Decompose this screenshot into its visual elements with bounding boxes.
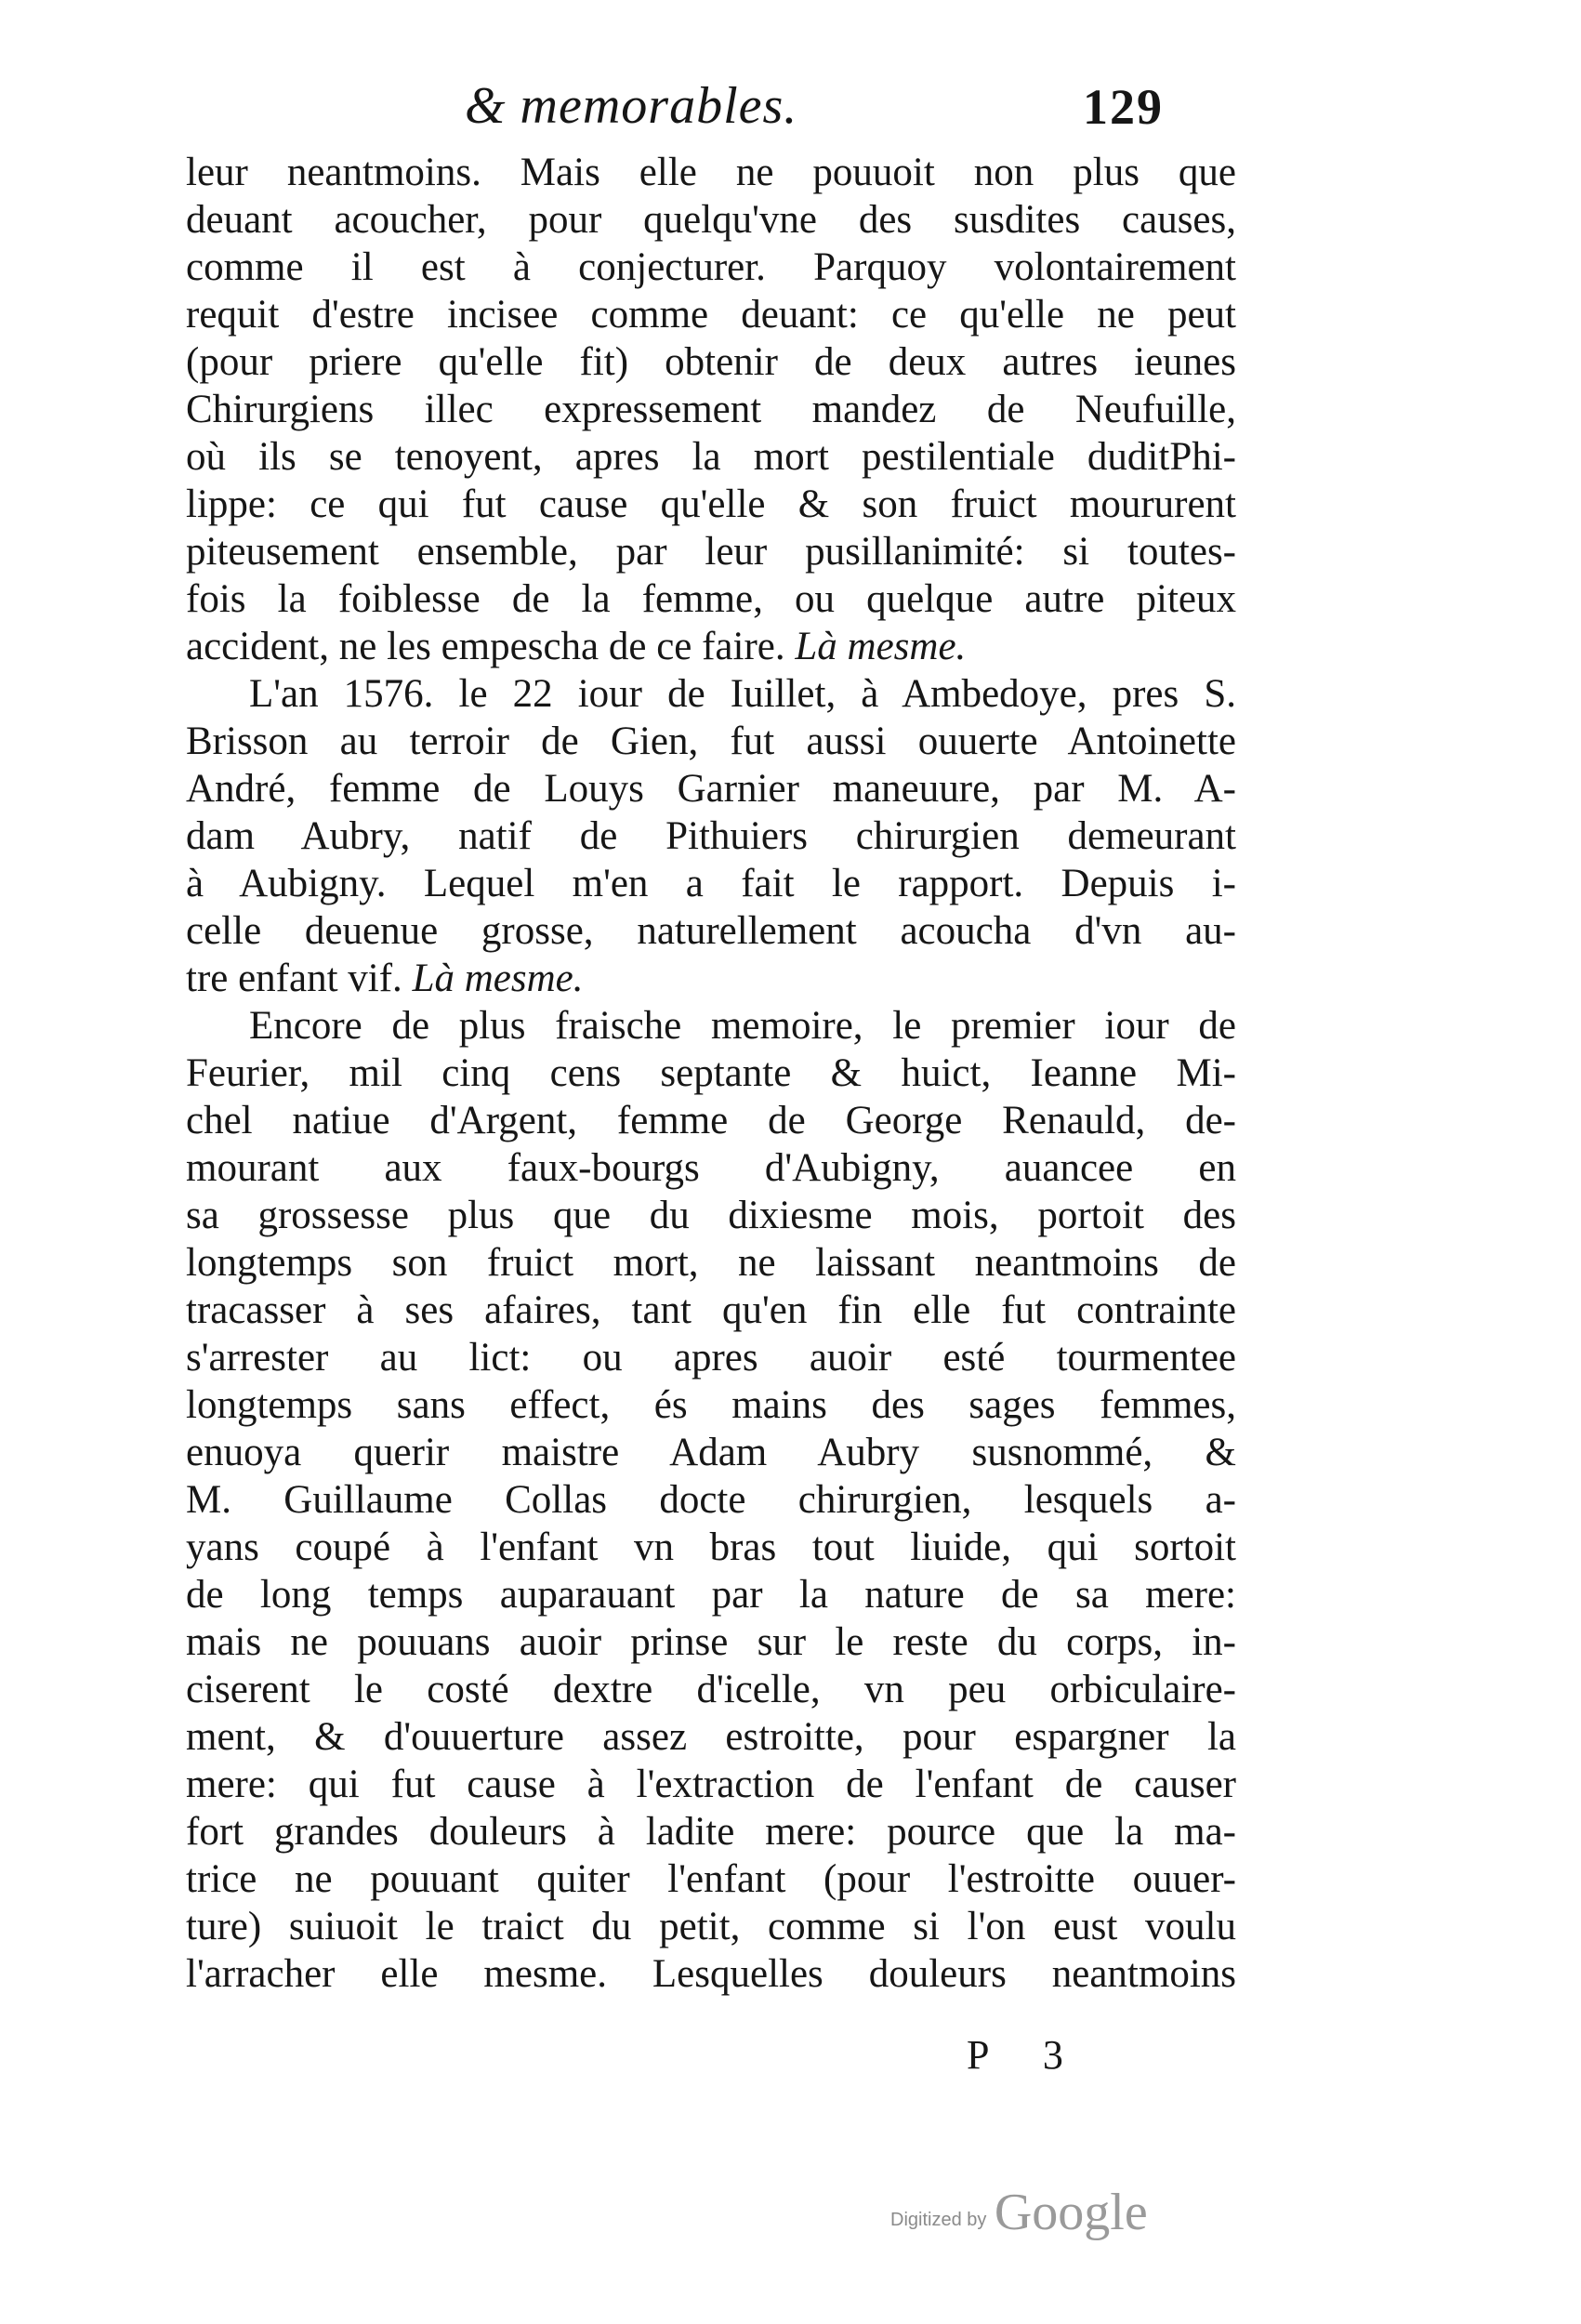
line-text: requit d'estre incisee comme deuant: ce qu'elle ne peut (186, 293, 1236, 337)
signature-mark: P 3 (967, 2032, 1086, 2078)
text-line (186, 1713, 1236, 1761)
text-line (186, 1381, 1236, 1429)
text-line (186, 670, 1236, 718)
line-text: accident, ne les empescha de ce faire. (186, 625, 785, 668)
text-line (186, 1002, 1236, 1050)
text-line (186, 338, 1236, 386)
text-line (186, 1476, 1236, 1524)
text-line (186, 1144, 1236, 1192)
line-text: trice ne pouuant quiter l'enfant (pour l'estroitte ouuer- (186, 1857, 1236, 1901)
line-text: André, femme de Louys Garnier maneuure, par M. A- (186, 767, 1236, 811)
digitized-watermark (890, 2183, 1148, 2242)
text-line (186, 1334, 1236, 1381)
line-text: fort grandes douleurs à ladite mere: pource que la ma- (186, 1810, 1236, 1854)
line-text: L'an 1576. le 22 iour de Iuillet, à Ambedoye, pres S. (249, 672, 1236, 716)
text-line (186, 1287, 1236, 1334)
running-head: & memorables. (465, 77, 798, 135)
text-line (186, 1950, 1236, 1998)
text-line (186, 623, 1236, 670)
line-text: de long temps auparauant par la nature de sa mere: (186, 1573, 1236, 1617)
line-text: ciserent le costé dextre d'icelle, vn peu orbiculaire- (186, 1668, 1236, 1711)
line-text: l'arracher elle mesme. Lesquelles douleurs neantmoins (186, 1952, 1236, 1996)
line-text: où ils se tenoyent, apres la mort pestilentiale duditPhi- (186, 435, 1236, 479)
line-text: s'arrester au lict: ou apres auoir esté tourmentee (186, 1336, 1236, 1380)
text-line (186, 528, 1236, 575)
page-header (0, 76, 1581, 141)
text-line (186, 1239, 1236, 1287)
google-logo: Google (994, 2184, 1148, 2241)
line-text: comme il est à conjecturer. Parquoy volontairement (186, 245, 1236, 289)
line-text: ment, & d'ouuerture assez estroitte, pour espargner la (186, 1715, 1236, 1759)
line-text: Encore de plus fraische memoire, le premier iour de (249, 1004, 1236, 1048)
text-line (186, 1097, 1236, 1144)
line-text: fois la foiblesse de la femme, ou quelque autre piteux (186, 577, 1236, 621)
text-line (186, 1666, 1236, 1713)
line-text: celle deuenue grosse, naturellement acoucha d'vn au- (186, 909, 1236, 953)
line-text: enuoya querir maistre Adam Aubry susnommé, & (186, 1431, 1236, 1474)
line-text: sa grossesse plus que du dixiesme mois, portoit des (186, 1194, 1236, 1237)
text-line (186, 196, 1236, 244)
line-text: à Aubigny. Lequel m'en a fait le rapport. Depuis i- (186, 862, 1236, 905)
text-line (186, 1571, 1236, 1618)
text-line (186, 1050, 1236, 1097)
body-text (186, 149, 1236, 1998)
line-text: mourant aux faux-bourgs d'Aubigny, auancee en (186, 1146, 1236, 1190)
text-line (186, 244, 1236, 291)
text-line (186, 955, 1236, 1002)
text-line (186, 291, 1236, 338)
text-line (186, 860, 1236, 907)
text-line (186, 907, 1236, 955)
source-citation: Là mesme. (412, 957, 584, 1000)
line-text: longtemps sans effect, és mains des sages femmes, (186, 1383, 1236, 1427)
text-line (186, 1192, 1236, 1239)
line-text: mais ne pouuans auoir prinse sur le reste du corps, in- (186, 1620, 1236, 1664)
text-line (186, 386, 1236, 433)
line-text: Chirurgiens illec expressement mandez de Neufuille, (186, 388, 1236, 431)
line-text: tracasser à ses afaires, tant qu'en fin elle fut contrainte (186, 1288, 1236, 1332)
text-line (186, 765, 1236, 812)
line-text: tre enfant vif. (186, 957, 402, 1000)
line-text: (pour priere qu'elle fit) obtenir de deux autres ieunes (186, 340, 1236, 384)
text-line (186, 1618, 1236, 1666)
line-text: ture) suiuoit le traict du petit, comme si l'on eust voulu (186, 1905, 1236, 1948)
page-number: 129 (1083, 79, 1164, 135)
text-line (186, 1524, 1236, 1571)
line-text: mere: qui fut cause à l'extraction de l'enfant de causer (186, 1763, 1236, 1806)
text-line (186, 149, 1236, 196)
text-line (186, 1761, 1236, 1808)
line-text: dam Aubry, natif de Pithuiers chirurgien demeurant (186, 814, 1236, 858)
line-text: Feurier, mil cinq cens septante & huict, Ieanne Mi- (186, 1051, 1236, 1095)
text-line (186, 812, 1236, 860)
source-citation: Là mesme. (795, 625, 967, 668)
line-text: M. Guillaume Collas docte chirurgien, lesquels a- (186, 1478, 1236, 1522)
line-text: chel natiue d'Argent, femme de George Renauld, de- (186, 1099, 1236, 1142)
line-text: lippe: ce qui fut cause qu'elle & son fruict moururent (186, 482, 1236, 526)
line-text: yans coupé à l'enfant vn bras tout liuide, qui sortoit (186, 1525, 1236, 1569)
line-text: longtemps son fruict mort, ne laissant neantmoins de (186, 1241, 1236, 1285)
line-text: leur neantmoins. Mais elle ne pouuoit non plus que (186, 151, 1236, 194)
text-line (186, 718, 1236, 765)
text-line (186, 1429, 1236, 1476)
text-line (186, 433, 1236, 481)
digitized-label: Digitized by (890, 2210, 987, 2230)
text-line (186, 481, 1236, 528)
line-text: Brisson au terroir de Gien, fut aussi ouuerte Antoinette (186, 720, 1236, 763)
text-line (186, 1855, 1236, 1903)
line-text: deuant acoucher, pour quelqu'vne des susdites causes, (186, 198, 1236, 242)
line-text: piteusement ensemble, par leur pusillanimité: si toutes- (186, 530, 1236, 574)
text-line (186, 575, 1236, 623)
text-line (186, 1808, 1236, 1855)
text-line (186, 1903, 1236, 1950)
